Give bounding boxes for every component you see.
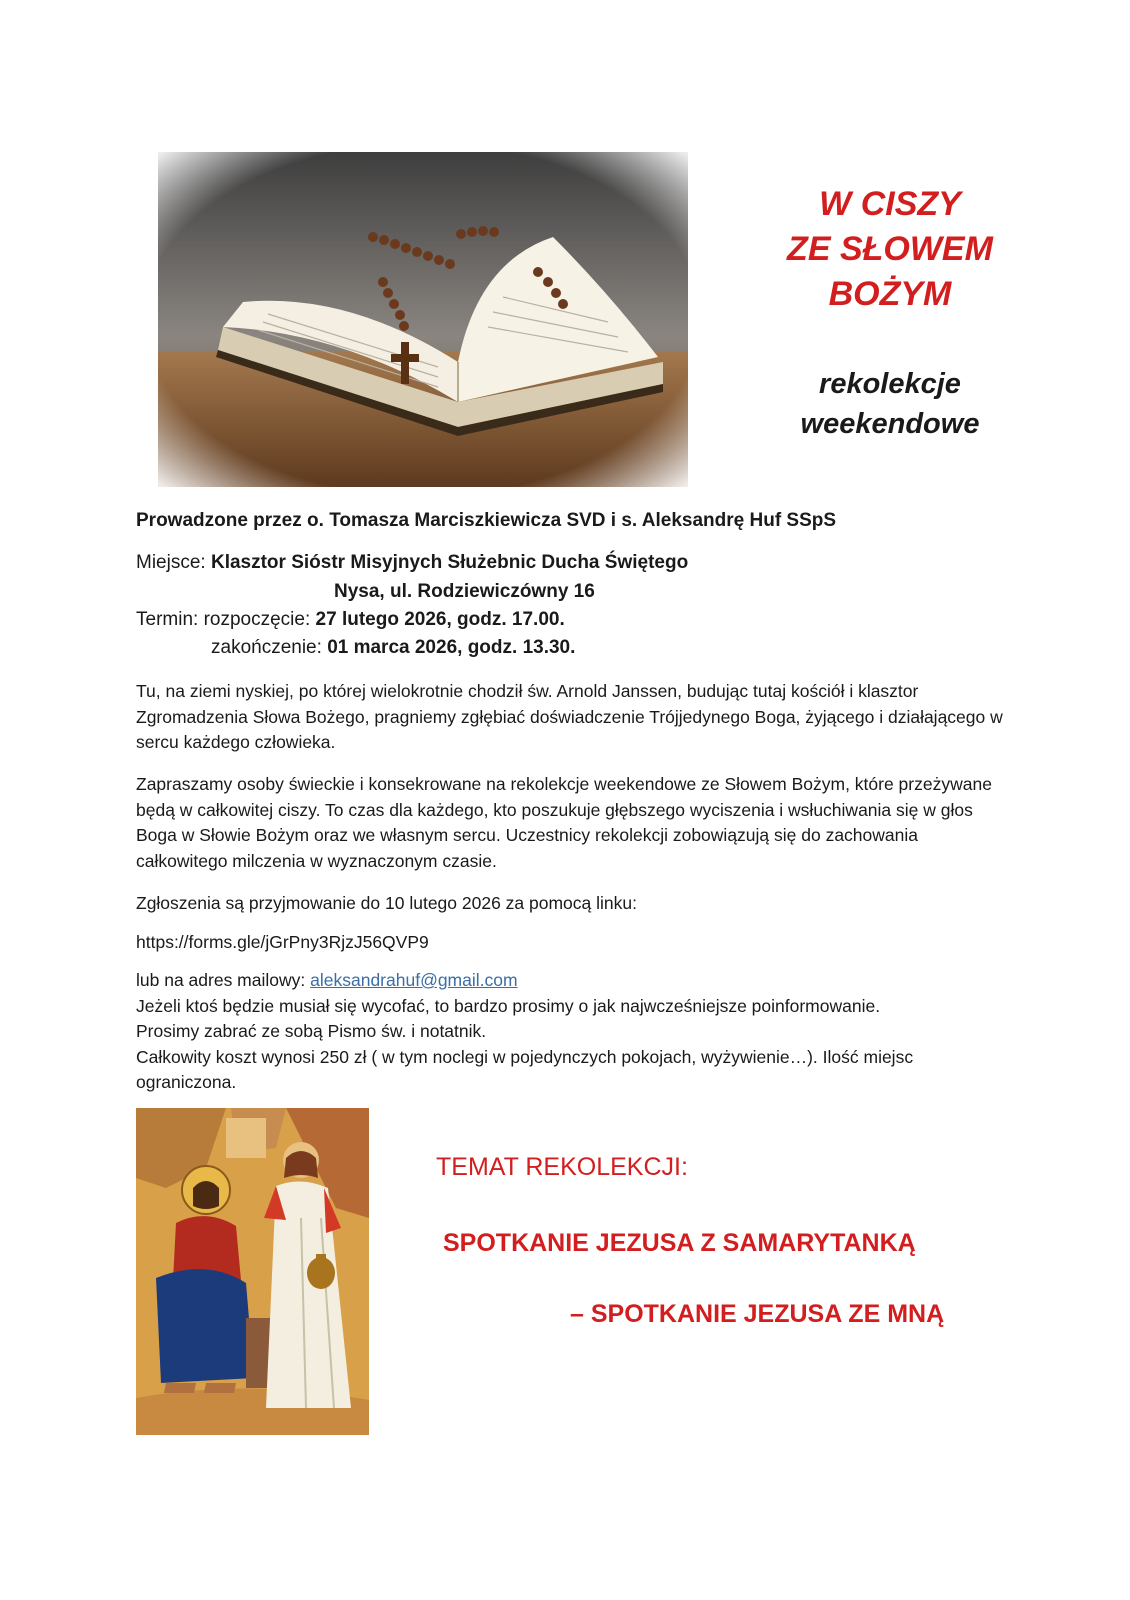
info-withdraw: Jeżeli ktoś będzie musiał się wycofać, to bardzo prosimy o jak najwcześniejsze poinformowanie. [136,995,881,1016]
place-name: Klasztor Sióstr Misyjnych Służebnic Ducha Świętego [210,552,689,573]
mail-prefix: lub na adres mailowy: [136,970,311,990]
place-label: Miejsce: [136,552,206,573]
leaders-line: Prowadzone przez o. Tomasza Marciszkiewicza SVD i s. Aleksandrę Huf SSpS [136,510,837,531]
place-row [136,552,688,574]
theme-line-1: SPOTKANIE JEZUSA Z SAMARYTANKĄ [443,1229,916,1257]
intro-paragraph: Tu, na ziemi nyskiej, po której wielokrotnie chodził św. Arnold Janssen, budując tutaj kościół i klasztor Zgromadzenia Słowa Bożego, pragniemy zgłębiać doświadczenie Trójjedynego Boga, żyjącego i działającego w sercu każdego człowieka. [136,681,1003,752]
theme-line-2: – SPOTKANIE JEZUSA ZE MNĄ [570,1300,945,1328]
email-link[interactable]: aleksandrahuf@gmail.com [310,970,518,990]
place-address: Nysa, ul. Rodziewiczówny 16 [334,581,595,602]
term-end-value: 01 marca 2026, godz. 13.30. [327,637,576,658]
title-line-2: ZE SŁOWEM [787,230,993,268]
invitation-paragraph: Zapraszamy osoby świeckie i konsekrowane na rekolekcje weekendowe ze Słowem Bożym, które przeżywane będą w całkowitej ciszy. To czas dla każdego, kto poszukuje głębszego wyciszenia i wsłuchiwania się w głos Boga w Słowie Bożym oraz we własnym sercu. Uczestnicy rekolekcji zobowiązują się do zachowania całkowitego milczenia w wyznaczonym czasie. [136,774,992,871]
term-start-row [136,609,565,631]
title-line-1: W CISZY [819,185,961,223]
theme-label: TEMAT REKOLEKCJI: [436,1153,688,1181]
poster-title [740,182,1040,317]
term-end-row [211,637,575,659]
place-address-row [334,581,595,603]
mail-line [136,968,1006,994]
term-end-label: zakończenie: [211,637,322,658]
bible-rosary-image [158,152,688,487]
subtitle-line-2: weekendowe [800,408,980,440]
subtitle-line-1: rekolekcje [819,368,961,400]
title-line-3: BOŻYM [828,275,952,313]
icon-jesus-samaritan-image [136,1108,369,1435]
term-start-label: rozpoczęcie: [203,609,311,630]
registration-text: Zgłoszenia są przyjmowanie do 10 lutego 2026 za pomocą linku: [136,893,637,913]
term-start-value: 27 lutego 2026, godz. 17.00. [315,609,565,630]
term-label: Termin: [136,609,199,630]
poster-subtitle [740,364,1040,444]
info-cost: Całkowity koszt wynosi 250 zł ( w tym noclegi w pojedynczych pokojach, wyżywienie…). Ilość miejsc ograniczona. [136,1046,914,1092]
form-link[interactable]: https://forms.gle/jGrPny3RjzJ56QVP9 [136,932,429,952]
contact-block [136,968,1006,1096]
info-bring: Prosimy zabrać ze sobą Pismo św. i notatnik. [136,1021,487,1041]
